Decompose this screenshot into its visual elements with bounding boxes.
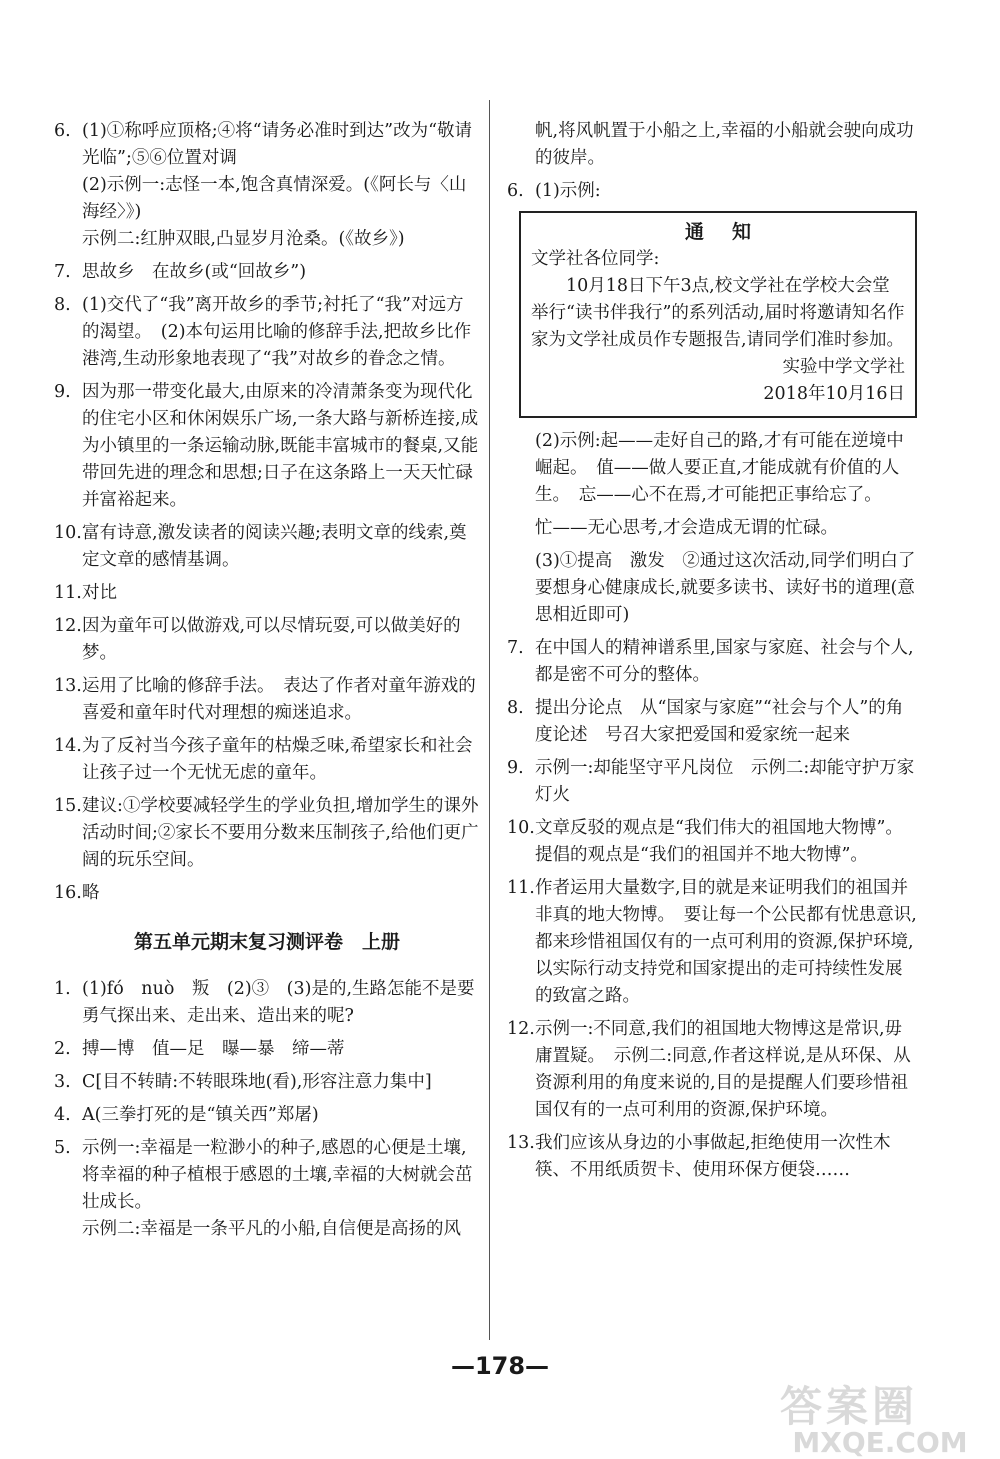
- answer-number: 8.: [54, 295, 71, 315]
- answer-number: 6.: [54, 121, 71, 141]
- answer-number: 11.: [507, 878, 535, 898]
- answer-number: 11.: [54, 583, 82, 603]
- notice-box: [519, 211, 917, 418]
- answer-line: 运用了比喻的修辞手法。 表达了作者对童年游戏的喜爱和童年时代对理想的痴迷追求。: [82, 676, 476, 723]
- answer-number: 10.: [54, 523, 82, 543]
- answer-item: [54, 1102, 480, 1129]
- answer-number: 16.: [54, 883, 82, 903]
- right-answer-list: [507, 635, 917, 1184]
- answer-line: 思故乡 在故乡(或“回故乡”): [82, 262, 307, 282]
- answer-line: 建议:①学校要减轻学生的学业负担,增加学生的课外活动时间;②家长不要用分数来压制孩子,给他们更广阔的玩乐空间。: [82, 796, 479, 870]
- answer-number: 12.: [54, 616, 82, 636]
- watermark-text: MXQE.COM: [792, 1426, 968, 1459]
- watermark-icon: 答案圈: [780, 1382, 919, 1431]
- answer-line: 示例二:红肿双眼,凸显岁月沧桑。(《故乡》): [82, 229, 405, 249]
- section-title: 第五单元期末复习测评卷 上册: [133, 931, 400, 953]
- answer-item: [54, 118, 480, 253]
- answer-item: [507, 635, 917, 689]
- answer-body: [82, 1036, 480, 1063]
- answer-line: 对比: [82, 583, 117, 603]
- notice-greeting: 文学社各位同学:: [531, 249, 660, 269]
- answer-item: [54, 379, 480, 514]
- answer-item: [54, 1036, 480, 1063]
- answer-body: [535, 1016, 917, 1124]
- answer-item: [54, 520, 480, 574]
- answer-body: [82, 976, 480, 1030]
- answer-number: 9.: [54, 382, 71, 402]
- answer-number: 15.: [54, 796, 82, 816]
- answer-line: (2)示例一:志怪一本,饱含真情深爱。(《阿长与〈山海经〉》): [82, 175, 467, 222]
- watermark-logo: [780, 1374, 980, 1459]
- answer-number: 4.: [54, 1105, 71, 1125]
- answer-body: [82, 733, 480, 787]
- answer-item: [54, 613, 480, 667]
- answer-body: [82, 292, 480, 373]
- answer-item: [54, 292, 480, 373]
- answer-line: (3)①提高 激发 ②通过这次活动,同学们明白了要想身心健康成长,就要多读书、读好书的道理(意思相近即可): [535, 551, 916, 625]
- notice-title: 通知: [684, 221, 779, 243]
- answer-body: [82, 793, 480, 874]
- answer-body: [82, 259, 480, 286]
- answer-body: [82, 673, 480, 727]
- answer-body: [82, 1135, 480, 1243]
- answer-body: [535, 755, 917, 809]
- answer-item: [507, 815, 917, 869]
- answer-item: [54, 1135, 480, 1243]
- answer-item: [54, 673, 480, 727]
- answer-number: 7.: [507, 638, 524, 658]
- left-answer-list: [54, 118, 480, 907]
- answer-line: 提倡的观点是“我们的祖国并不地大物博”。: [535, 845, 868, 865]
- answer-line: (1)fó nuò 叛 (2)③ (3)是的,生路怎能不是要勇气探出来、走出来、造出来的呢?: [82, 979, 475, 1026]
- left-column: [54, 118, 480, 1249]
- answer-line: 忙——无心思考,才会造成无谓的忙碌。: [535, 518, 839, 538]
- answer-item: [54, 1069, 480, 1096]
- column-divider: [489, 100, 490, 1340]
- answer-item: [54, 880, 480, 907]
- answer-item: [507, 755, 917, 809]
- answer-line: 我们应该从身边的小事做起,拒绝使用一次性木筷、不用纸质贺卡、使用环保方便袋……: [535, 1133, 891, 1180]
- answer-body: [82, 1102, 480, 1129]
- answer-line: 示例一:不同意,我们的祖国地大物博这是常识,毋庸置疑。 示例二:同意,作者这样说,是从环保、从资源利用的角度来说的,目的是提醒人们要珍惜祖国仅有的一点可利用的资源,保护环境。: [535, 1019, 911, 1120]
- answer-item: [54, 259, 480, 286]
- answer-body: [82, 613, 480, 667]
- answer-item-6: [507, 178, 917, 205]
- answer-number: 6.: [507, 181, 524, 201]
- answer-line: 示例二:幸福是一条平凡的小船,自信便是高扬的风: [82, 1219, 461, 1239]
- answer-body: [82, 1069, 480, 1096]
- section-answer-list: [54, 976, 480, 1243]
- answer-line: 在中国人的精神谱系里,国家与家庭、社会与个人,都是密不可分的整体。: [535, 638, 914, 685]
- answer-body: [82, 880, 480, 907]
- answer-body: [535, 875, 917, 1010]
- answer-line: 示例一:却能坚守平凡岗位 示例二:却能守护万家灯火: [535, 758, 915, 805]
- answer-item: [54, 793, 480, 874]
- answer-item: [507, 1130, 917, 1184]
- answer-body: [82, 118, 480, 253]
- answer-line: 为了反衬当今孩子童年的枯燥乏味,希望家长和社会让孩子过一个无忧无虑的童年。: [82, 736, 473, 783]
- answer-6-continued: [507, 428, 917, 629]
- notice-date: 2018年10月16日: [763, 384, 905, 404]
- answer-item: [54, 733, 480, 787]
- answer-number: 12.: [507, 1019, 535, 1039]
- answer-body: [82, 580, 480, 607]
- page-number: —178—: [450, 1352, 550, 1380]
- answer-body: [82, 520, 480, 574]
- notice-signature: 实验中学文学社: [782, 357, 905, 377]
- answer-number: 7.: [54, 262, 71, 282]
- answer-number: 5.: [54, 1138, 71, 1158]
- answer-line: 作者运用大量数字,目的就是来证明我们的祖国并非真的地大物博。 要让每一个公民都有忧患意识,都来珍惜祖国仅有的一点可利用的资源,保护环境,以实际行动支持党和国家提出的走可持续性发展的致富之路。: [535, 878, 917, 1006]
- answer-line: 搏—博 值—足 曝—暴 缔—蒂: [82, 1039, 345, 1059]
- continued-answer: 帆,将风帆置于小船之上,幸福的小船就会驶向成功的彼岸。: [535, 121, 914, 168]
- answer-item: [507, 695, 917, 749]
- answer-line: A(三拳打死的是“镇关西”郑屠): [82, 1105, 319, 1125]
- answer-number: 2.: [54, 1039, 71, 1059]
- answer-line: (1)交代了“我”离开故乡的季节;衬托了“我”对远方的渴望。 (2)本句运用比喻的修辞手法,把故乡比作港湾,生动形象地表现了“我”对故乡的眷念之情。: [82, 295, 472, 369]
- answer-text: (1)示例:: [535, 181, 601, 201]
- answer-item: [507, 1016, 917, 1124]
- answer-line: (1)①称呼应顶格;④将“请务必准时到达”改为“敬请光临”;⑤⑥位置对调: [82, 121, 473, 168]
- answer-line: 略: [82, 883, 100, 903]
- answer-item: [54, 580, 480, 607]
- answer-line: 文章反驳的观点是“我们伟大的祖国地大物博”。: [535, 818, 903, 838]
- answer-item: [507, 875, 917, 1010]
- answer-line: C[目不转睛:不转眼珠地(看),形容注意力集中]: [82, 1072, 432, 1092]
- answer-line: 因为童年可以做游戏,可以尽情玩耍,可以做美好的梦。: [82, 616, 461, 663]
- answer-body: [535, 1130, 917, 1184]
- answer-body: [535, 815, 917, 869]
- answer-number: 13.: [507, 1133, 535, 1153]
- answer-line: 示例一:幸福是一粒渺小的种子,感恩的心便是土壤,将幸福的种子植根于感恩的土壤,幸福的大树就会茁壮成长。: [82, 1138, 473, 1212]
- answer-number: 9.: [507, 758, 524, 778]
- answer-line: (2)示例:起——走好自己的路,才有可能在逆境中崛起。 值——做人要正直,才能成就有价值的人生。 忘——心不在焉,才可能把正事给忘了。: [535, 431, 904, 505]
- answer-number: 10.: [507, 818, 535, 838]
- answer-body: [535, 635, 917, 689]
- answer-number: 1.: [54, 979, 71, 999]
- answer-body: [82, 379, 480, 514]
- right-column: [507, 118, 917, 1190]
- answer-line: 富有诗意,激发读者的阅读兴趣;表明文章的线索,奠定文章的感情基调。: [82, 523, 467, 570]
- answer-number: 3.: [54, 1072, 71, 1092]
- answer-body: [535, 695, 917, 749]
- answer-number: 13.: [54, 676, 82, 696]
- answer-number: 14.: [54, 736, 82, 756]
- answer-line: 提出分论点 从“国家与家庭”“社会与个人”的角度论述 号召大家把爱国和爱家统一起来: [535, 698, 904, 745]
- answer-item: [54, 976, 480, 1030]
- answer-number: 8.: [507, 698, 524, 718]
- answer-line: 因为那一带变化最大,由原来的冷清萧条变为现代化的住宅小区和休闲娱乐广场,一条大路与新桥连接,成为小镇里的一条运输动脉,既能丰富城市的餐桌,又能带回先进的理念和思想;日子在这条路上一天天忙碌并富裕起来。: [82, 382, 479, 510]
- notice-body: 10月18日下午3点,校文学社在学校大会堂举行“读书伴我行”的系列活动,届时将邀请知名作家为文学社成员作专题报告,请同学们准时参加。: [531, 276, 905, 350]
